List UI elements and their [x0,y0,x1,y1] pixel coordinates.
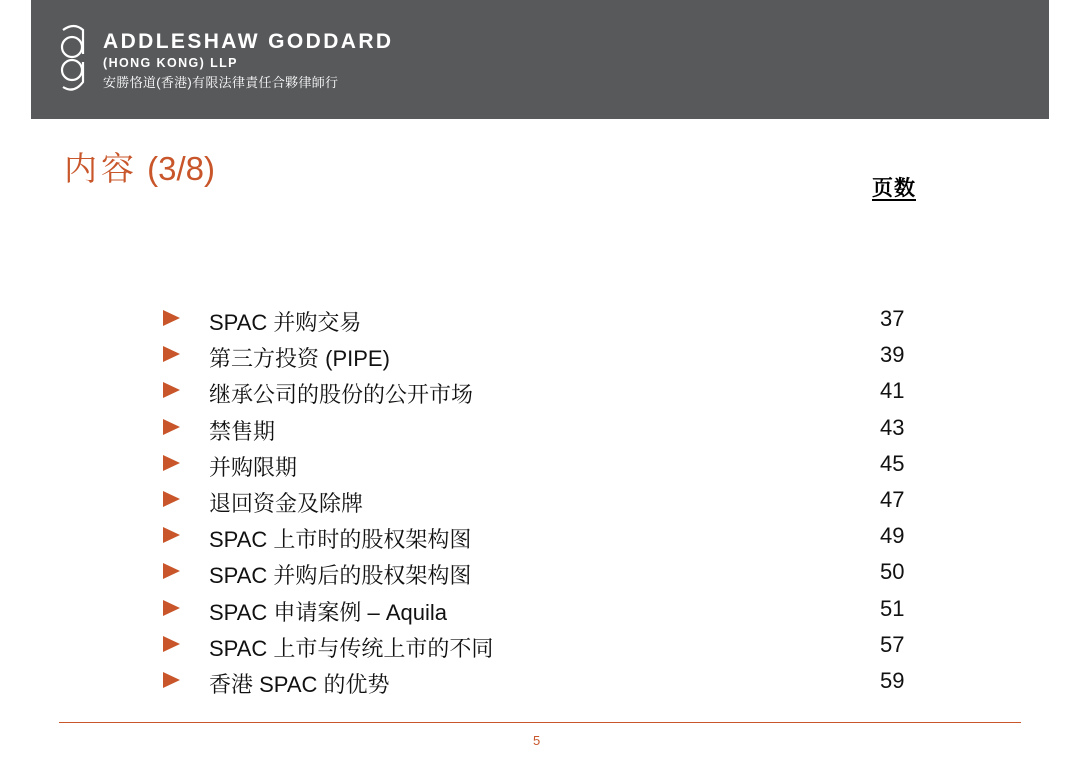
toc-item [0,629,1080,665]
toc-item [0,556,1080,592]
toc-item-label: SPAC 并购交易 [209,310,362,335]
toc-item [0,375,1080,411]
toc-item-page: 43 [880,414,905,440]
toc-item-label: SPAC 并购后的股权架构图 [209,563,472,589]
title-part: (3/8) [147,150,216,187]
page-number: 5 [533,733,541,748]
toc-item-page: 41 [880,378,905,404]
toc-item-label: 禁售期 [209,418,276,444]
toc-item-label: 香港 SPAC 的优势 [209,671,390,697]
toc-item-label: SPAC 申请案例 – Aquila [209,599,448,625]
toc-item-label: 退回资金及除牌 [209,490,364,516]
toc-item-page: 49 [880,523,905,549]
toc-item-label: SPAC 上市与传统上市的不同 [209,635,494,661]
page-title [64,143,215,190]
firm-name: ADDLESHAW GODDARD [103,30,394,53]
toc-item-page: 50 [880,559,905,585]
triangle-bullet-icon [163,419,180,435]
title-chinese: 内容 [64,149,138,188]
toc-item [0,593,1080,629]
triangle-bullet-icon [163,346,180,362]
toc-item-page: 59 [880,667,905,693]
toc-item [0,665,1080,701]
pages-column-header: 页数 [872,175,916,200]
toc-item-label: 并购限期 [209,454,298,480]
toc-item-page: 57 [880,631,905,657]
toc-item-page: 51 [880,595,905,621]
footer-divider [59,722,1021,723]
toc-item-page: 39 [880,342,905,368]
toc-item-label: SPAC 上市时的股权架构图 [209,527,472,553]
firm-chinese-name: 安勝恪道(香港)有限法律責任合夥律師行 [103,75,339,90]
toc-item [0,303,1080,339]
toc-item-page: 45 [880,450,905,476]
ag-logo-icon [57,24,91,94]
toc-item-page: 37 [880,306,905,331]
toc-item [0,448,1080,484]
triangle-bullet-icon [163,563,180,579]
header-banner [31,0,1049,119]
toc-item [0,484,1080,520]
firm-subtitle: (HONG KONG) LLP [103,56,238,70]
toc-item [0,339,1080,375]
toc-item-page: 47 [880,486,905,512]
toc-item [0,520,1080,556]
table-of-contents [0,303,1080,701]
toc-item [0,412,1080,448]
triangle-bullet-icon [163,455,180,471]
toc-item-label: 继承公司的股份的公开市场 [209,382,474,408]
triangle-bullet-icon [163,636,180,652]
triangle-bullet-icon [163,527,180,543]
triangle-bullet-icon [163,310,180,326]
triangle-bullet-icon [163,382,180,398]
triangle-bullet-icon [163,600,180,616]
triangle-bullet-icon [163,491,180,507]
triangle-bullet-icon [163,672,180,688]
toc-item-label: 第三方投资 (PIPE) [209,346,390,372]
